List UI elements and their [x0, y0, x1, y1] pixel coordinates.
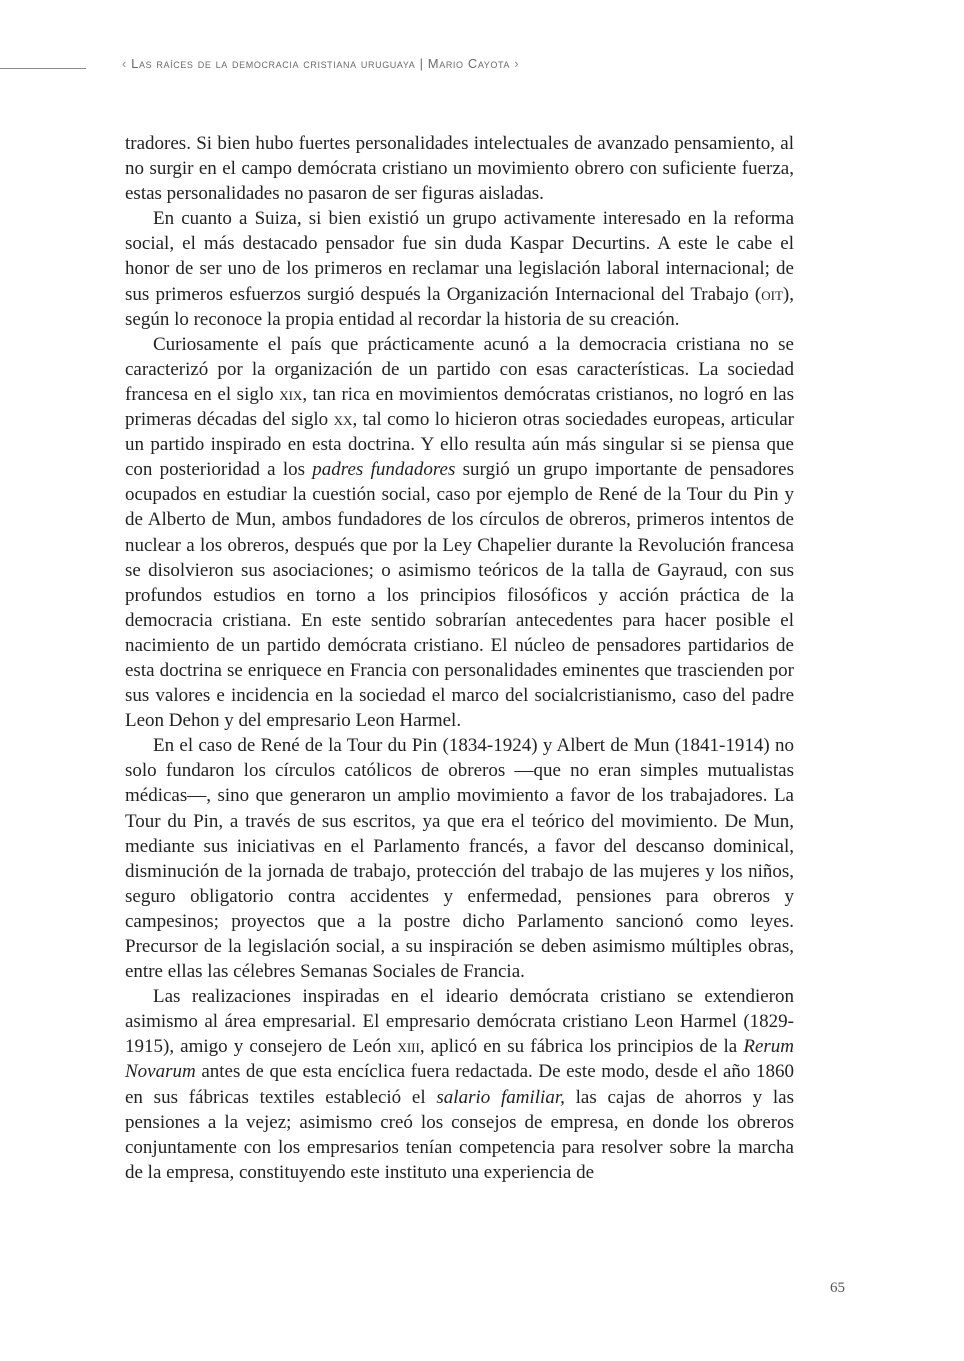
paragraph-text: , aplicó en su fábrica los principios de la — [419, 1036, 744, 1058]
italic-term: salario familiar, — [436, 1086, 565, 1108]
paragraph-text: , tal como lo hicieron otras sociedades europeas, articular un partido inspirado en esta doctrina. Y ello resulta aún más singular si se piensa que con posterioridad a los — [125, 409, 794, 481]
header-separator: | — [419, 56, 424, 71]
body-text — [125, 131, 794, 1185]
paragraph-text: antes de que esta encíclica fuera redactada. De este modo, desde el año 1860 en sus fábricas textiles estableció el — [125, 1061, 794, 1108]
paragraph-text: Curiosamente el país que prácticamente acunó a la democracia cristiana no se caracterizó por la organización de un partido con esas características. La sociedad francesa en el siglo — [125, 333, 794, 405]
pope-numeral: xiii — [397, 1036, 420, 1058]
book-title: Las raíces de la democracia cristiana uruguaya — [131, 56, 416, 71]
paragraph-text: , tan rica en movimientos demócratas cristianos, no logró en las primeras décadas del siglo — [125, 383, 794, 431]
paragraph-text: surgió un grupo importante de pensadores ocupados en estudiar la cuestión social, caso por ejemplo de René de la Tour du Pin y de Alberto de Mun, ambos fundadores de los círculos de obreros, primeros intentos de nuclear a los obreros, después que por la Ley Chapelier durante la Revolución francesa se disolvieron sus asociaciones; o asimismo teóricos de la talla de Gayraud, con sus profundos estudios en torno a los principios filosóficos y acción práctica de la democracia cristiana. En este sentido sobrarían antecedentes para hacer posible el nacimiento de un partido demócrata cristiano. El núcleo de pensadores partidarios de esta doctrina se enriquece en Francia con personalidades eminentes que trascienden por sus valores e incidencia en la sociedad el marco del socialcristianismo, caso del padre Leon Dehon y del empresario Leon Harmel. — [125, 459, 794, 732]
header-close-chevron: › — [514, 56, 520, 71]
paragraph-4 — [125, 733, 794, 984]
running-header — [122, 56, 519, 71]
paragraph-text: tradores. Si bien hubo fuertes personalidades intelectuales de avanzado pensamiento, al no surgir en el campo demócrata cristiano un movimiento obrero con suficiente fuerza, estas personalidades no pasaron de ser figuras aisladas. — [125, 133, 794, 205]
page-number: 65 — [830, 1280, 845, 1296]
acronym-oit: oit — [761, 283, 783, 305]
paragraph-text: Las realizaciones inspiradas en el ideario demócrata cristiano se extendieron asimismo al área empresarial. El empresario demócrata cristiano Leon Harmel (1829-1915), amigo y consejero de León — [125, 986, 794, 1058]
paragraph-1 — [125, 131, 794, 206]
paragraph-3 — [125, 332, 794, 734]
author-name: Mario Cayota — [427, 56, 511, 71]
century-numeral: xix — [279, 383, 303, 405]
paragraph-2 — [125, 206, 794, 331]
paragraph-5 — [125, 984, 794, 1185]
paragraph-text: ), según lo reconoce la propia entidad al recordar la historia de su creación. — [125, 283, 794, 330]
header-open-chevron: ‹ — [122, 56, 127, 71]
paragraph-text: En cuanto a Suiza, si bien existió un grupo activamente interesado en la reforma social, el más destacado pensador fue sin duda Kaspar Decurtins. A este le cabe el honor de ser uno de los primeros en reclamar una legislación laboral internacional; de sus primeros esfuerzos surgió después la Organización Internacional del Trabajo ( — [125, 208, 794, 305]
italic-term: padres fundadores — [312, 459, 456, 481]
paragraph-text: las cajas de ahorros y las pensiones a la vejez; asimismo creó los consejos de empresa, en donde los obreros conjuntamente con los empresarios tenían competencia para resolver sobre la marcha de la empresa, constituyendo este instituto una experiencia de — [125, 1086, 794, 1183]
italic-title: Rerum Novarum — [125, 1036, 794, 1083]
century-numeral: xx — [333, 409, 353, 431]
paragraph-text: En el caso de René de la Tour du Pin (1834-1924) y Albert de Mun (1841-1914) no solo fundaron los círculos católicos de obreros —que no eran simples mutualistas médicas—, sino que generaron un amplio movimiento a favor de los trabajadores. La Tour du Pin, a través de sus escritos, ya que era el teórico del movimiento. De Mun, mediante sus iniciativas en el Parlamento francés, a favor del descanso dominical, disminución de la jornada de trabajo, protección del trabajo de las mujeres y los niños, seguro obligatorio contra accidentes y enfermedad, pensiones para obreros y campesinos; proyectos que a la postre dicho Parlamento sancionó como leyes. Precursor de la legislación social, a su inspiración se deben asimismo múltiples obras, entre ellas las célebres Semanas Sociales de Francia. — [125, 735, 794, 983]
header-rule — [0, 68, 86, 69]
